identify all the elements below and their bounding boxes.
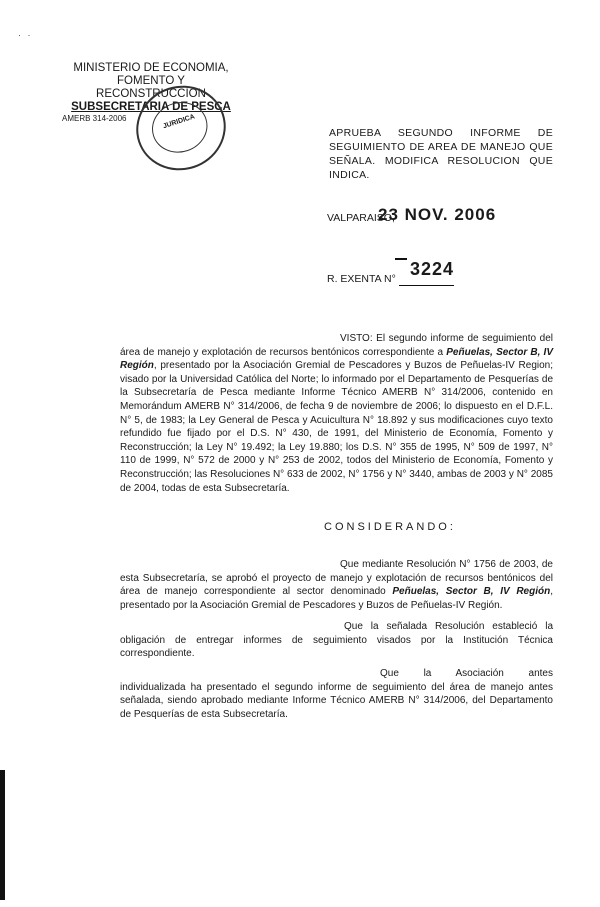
- visto-lead: VISTO: El segundo informe de seguimiento del área de manejo y explotación de recursos bentónicos correspondiente a: [120, 333, 553, 358]
- p1-lead: Que mediante Resolución N° 1756 de 2003, de esta Subsecretaría, se aprobó el proyecto de manejo y explotación de recursos bentónicos del área de manejo correspondiente al sector denominado: [120, 559, 553, 598]
- considerando-paragraph-2: [120, 620, 553, 661]
- visto-place: Peñuelas, Sector B, IV Región: [120, 346, 553, 372]
- scan-edge-bar: [0, 770, 5, 900]
- p1-rest: , presentado por la Asociación Gremial de Pescadores y Buzos de Peñuelas-IV Región.: [120, 586, 553, 611]
- header-ref: AMERB 314-2006: [62, 114, 127, 123]
- resolution-label: R. EXENTA N°: [327, 273, 396, 285]
- header-line-1: MINISTERIO DE ECONOMIA,: [73, 62, 229, 74]
- header-line-3: SUBSECRETARIA DE PESCA: [71, 101, 231, 113]
- number-dash: [395, 258, 407, 260]
- considerando-heading: CONSIDERANDO:: [324, 521, 456, 533]
- header-line-2: FOMENTO Y RECONSTRUCCION: [96, 75, 206, 100]
- date-stamp: 23 NOV. 2006: [378, 205, 497, 224]
- p1-place: Peñuelas, Sector B, IV Región: [392, 586, 551, 598]
- scan-mark: · ·: [18, 30, 33, 40]
- considerando-paragraph-1: [120, 558, 553, 612]
- p2-text: Que la señalada Resolución estableció la obligación de entregar informes de seguimiento visados por la Institución Técnica correspondiente.: [120, 621, 553, 660]
- number-underline: [399, 285, 454, 286]
- resolution-number: 3224: [410, 259, 455, 279]
- seal-text: JURIDICA: [162, 113, 196, 131]
- document-subject: APRUEBA SEGUNDO INFORME DE SEGUIMIENTO DE AREA DE MANEJO QUE SEÑALA. MODIFICA RESOLUCION QUE INDICA.: [329, 127, 553, 181]
- visto-rest: , presentado por la Asociación Gremial de Pescadores y Buzos de Peñuelas-IV Region; visado por la Universidad Católica del Norte; lo informado por el Departamento de Pesquerías de la Subsecretaría de Pesca mediante Informe Técnico AMERB N° 314/2006, contenido en Memorándum AMERB N° 314/2006, de fecha 9 de noviembre de 2006; lo dispuesto en el D.F.L. N° 5, de 1983; la Ley General de Pesca y Acuicultura N° 18.892 y sus modificaciones cuyo texto refundido fue fijado por el D.S. N° 430, de 1991, del Ministerio de Economía, Fomento y Reconstrucción; la Ley N° 19.492; la Ley 19.880; los D.S. N° 355 de 1995, N° 509 de 1997, N° 110 de 1999, N° 572 de 2000 y N° 253 de 2002, todos del Ministerio de Economía, Fomento y Reconstrucción; las Resoluciones N° 633 de 2002, N° 1756 y N° 3440, ambas de 2003 y N° 2085 de 2004, todas de esta Subsecretaría.: [120, 360, 553, 494]
- considerando-paragraph-3: [120, 667, 553, 721]
- p3-text: Que la Asociación antes individualizada ha presentado el segundo informe de seguimiento del área de manejo antes señalada, siendo aprobado mediante Informe Técnico AMERB N° 314/2006, del Departamento de Pesquerías de esta Subsecretaría.: [120, 668, 553, 720]
- place-label: VALPARAISO,: [327, 212, 395, 224]
- visto-paragraph: [120, 332, 553, 495]
